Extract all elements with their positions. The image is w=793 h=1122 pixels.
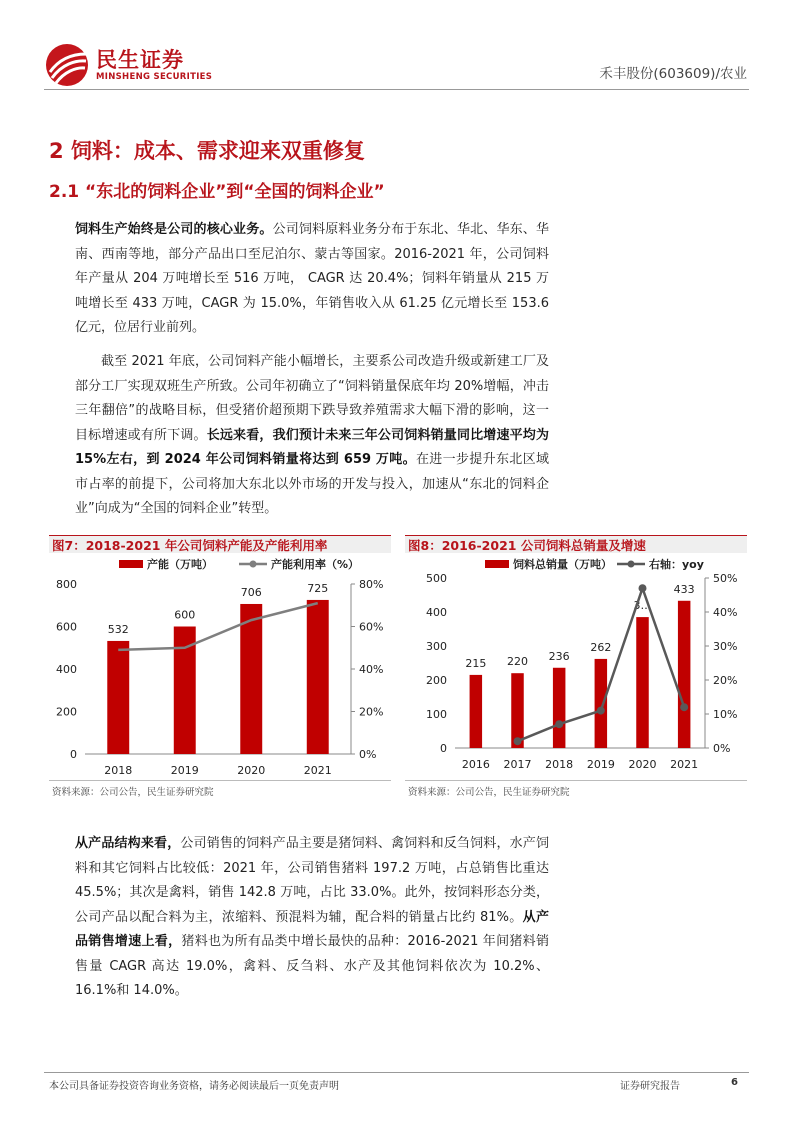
logo bbox=[44, 40, 214, 90]
line-point bbox=[555, 720, 563, 728]
bar-value-label: 236 bbox=[548, 649, 570, 663]
paragraph-product-structure bbox=[75, 832, 549, 1004]
fig7-source: 资料来源：公司公告，民生证券研究院 bbox=[52, 787, 214, 798]
fig8-chart bbox=[405, 552, 747, 780]
bar-value-label: 3… bbox=[633, 599, 652, 613]
fig7-source-divider bbox=[49, 780, 391, 781]
bar-value-label: 532 bbox=[107, 622, 129, 636]
bar-value-label: 725 bbox=[307, 581, 329, 595]
para2-forecast: 长远来看，我们预计未来三年公司饲料销量同比增速平均为 15%左右，到 2024 年公司饲料销量将达到 659 万吨。 bbox=[75, 427, 549, 467]
para3-text1: 公司销售的饲料产品主要是猪饲料、禽饲料和反刍饲料，水产饲料和其它饲料占比较低：2021 年，公司销售猪料 197.2 万吨，占总销售比重达 45.5%；其次是禽料，销售 142.8 万吨，占比 33.0%。此外，按饲料形态分类，公司产品以配合料为主，浓缩料、预混料为辅，配合料的销量占比约 81%。 bbox=[75, 836, 549, 925]
x-tick-label: 2016 bbox=[461, 758, 490, 771]
y-tick-label: 500 bbox=[426, 572, 447, 585]
line-point bbox=[597, 707, 605, 715]
y-tick-label: 200 bbox=[426, 674, 447, 687]
logo-text-cn: 民生证券 bbox=[96, 48, 184, 72]
section-heading: 2 饲料：成本、需求迎来双重修复 bbox=[49, 139, 365, 163]
legend-line-label: 右轴：yoy bbox=[649, 558, 704, 571]
line-point bbox=[639, 584, 647, 592]
para3-lead2: 从产品销售增速上看， bbox=[75, 909, 549, 949]
y2-tick-label: 50% bbox=[713, 572, 738, 585]
y-tick-label: 400 bbox=[56, 663, 77, 676]
line-point bbox=[514, 737, 522, 745]
bar-2018 bbox=[107, 641, 129, 754]
legend-line-marker bbox=[628, 561, 635, 568]
bar-value-label: 600 bbox=[174, 608, 196, 622]
y2-tick-label: 0% bbox=[359, 748, 377, 761]
paragraph-core-business bbox=[75, 218, 549, 341]
header-divider bbox=[44, 89, 749, 90]
x-tick-label: 2021 bbox=[303, 764, 332, 777]
y-tick-label: 600 bbox=[56, 620, 77, 634]
y2-tick-label: 40% bbox=[713, 606, 738, 619]
bar-value-label: 433 bbox=[673, 582, 695, 596]
y2-tick-label: 20% bbox=[713, 674, 738, 687]
x-tick-label: 2018 bbox=[104, 764, 133, 777]
bar-value-label: 706 bbox=[240, 585, 262, 599]
y-tick-label: 0 bbox=[440, 742, 447, 755]
footer-disclaimer: 本公司具备证券投资咨询业务资格，请务必阅读最后一页免责声明 bbox=[49, 1081, 339, 1092]
y2-tick-label: 40% bbox=[359, 663, 384, 676]
y-tick-label: 0 bbox=[70, 748, 77, 761]
logo-text-en: MINSHENG SECURITIES bbox=[96, 72, 213, 82]
bar-2016 bbox=[470, 675, 483, 748]
y-tick-label: 100 bbox=[426, 708, 447, 721]
bar-2020 bbox=[636, 617, 649, 748]
footer-report-type: 证券研究报告 bbox=[620, 1081, 680, 1092]
legend-bar-label: 饲料总销量（万吨） bbox=[513, 558, 612, 571]
line-point bbox=[680, 703, 688, 711]
y2-tick-label: 10% bbox=[713, 708, 738, 721]
bar-value-label: 220 bbox=[507, 655, 528, 669]
y2-tick-label: 60% bbox=[359, 620, 384, 634]
fig7-title: 图7：2018-2021 年公司饲料产能及产能利用率 bbox=[52, 538, 328, 553]
y2-tick-label: 20% bbox=[359, 705, 384, 719]
fig8-title: 图8：2016-2021 公司饲料总销量及增速 bbox=[408, 538, 646, 553]
y-tick-label: 200 bbox=[56, 705, 77, 719]
para1-lead: 饲料生产始终是公司的核心业务。 bbox=[75, 222, 273, 237]
subsection-heading: 2.1 “东北的饲料企业”到“全国的饲料企业” bbox=[49, 182, 385, 202]
page-number: 6 bbox=[731, 1077, 738, 1088]
para1-text: 公司饲料原料业务分布于东北、华北、华东、华南、西南等地，部分产品出口至尼泊尔、蒙古等国家。2016-2021 年，公司饲料年产量从 204 万吨增长至 516 万吨， CAGR 达 20.4%；饲料年销量从 215 万吨增长至 433 万吨，CAGR 为 15.0%，年销售收入从 61.25 亿元增长至 153.6 亿元，位居行业前列。 bbox=[75, 222, 549, 335]
x-tick-label: 2021 bbox=[670, 758, 699, 771]
fig8-source: 资料来源：公司公告，民生证券研究院 bbox=[408, 787, 570, 798]
bar-2017 bbox=[511, 673, 524, 748]
legend-line-label: 产能利用率（%） bbox=[271, 558, 360, 571]
y-tick-label: 400 bbox=[426, 606, 447, 619]
x-tick-label: 2020 bbox=[237, 764, 266, 777]
para2-text1: 截至 2021 年底，公司饲料产能小幅增长，主要系公司改造升级或新建工厂及部分工厂实现双班生产所致。公司年初确立了“饲料销量保底年均 20%增幅，冲击三年翻倍”的战略目标，但受猪价超预期下跌导致养殖需求大幅下滑的影响，这一目标增速或有所下调。 bbox=[75, 354, 549, 443]
bar-2018 bbox=[553, 668, 566, 748]
bar-2020 bbox=[240, 604, 262, 754]
logo-mark-icon bbox=[44, 42, 90, 88]
para3-lead1: 从产品结构来看， bbox=[75, 836, 181, 851]
y2-tick-label: 30% bbox=[713, 640, 738, 653]
footer-divider bbox=[44, 1072, 749, 1073]
legend-bar-swatch bbox=[485, 560, 509, 568]
para3-text2: 猪料也为所有品类中增长最快的品种：2016-2021 年间猪料销售量 CAGR 高达 19.0%，禽料、反刍料、水产及其他饲料依次为 10.2%、16.1%和 14.0%。 bbox=[75, 934, 549, 998]
legend-bar-swatch bbox=[119, 560, 143, 568]
para2-text2: 在进一步提升东北区域市占率的前提下，公司将加大东北以外市场的开发与投入，加速从“东北的饲料企业”向成为“全国的饲料企业”转型。 bbox=[75, 452, 549, 516]
legend-bar-label: 产能（万吨） bbox=[147, 558, 213, 571]
bar-value-label: 215 bbox=[465, 656, 487, 670]
bar-value-label: 262 bbox=[590, 640, 612, 654]
fig8-source-divider bbox=[405, 780, 747, 781]
y2-tick-label: 0% bbox=[713, 742, 731, 755]
bar-2019 bbox=[595, 659, 608, 748]
y2-tick-label: 80% bbox=[359, 578, 384, 591]
fig7-chart bbox=[49, 552, 391, 780]
bar-2021 bbox=[307, 600, 329, 754]
bar-2021 bbox=[678, 601, 691, 748]
legend-line-marker bbox=[250, 561, 257, 568]
x-tick-label: 2017 bbox=[503, 758, 532, 771]
x-tick-label: 2019 bbox=[170, 764, 199, 777]
x-tick-label: 2020 bbox=[628, 758, 657, 771]
header-stock-label: 禾丰股份(603609)/农业 bbox=[599, 66, 747, 82]
x-tick-label: 2018 bbox=[545, 758, 574, 771]
series-line bbox=[118, 603, 318, 650]
y-tick-label: 800 bbox=[56, 578, 77, 591]
paragraph-capacity bbox=[75, 350, 549, 522]
x-tick-label: 2019 bbox=[586, 758, 615, 771]
y-tick-label: 300 bbox=[426, 640, 447, 653]
